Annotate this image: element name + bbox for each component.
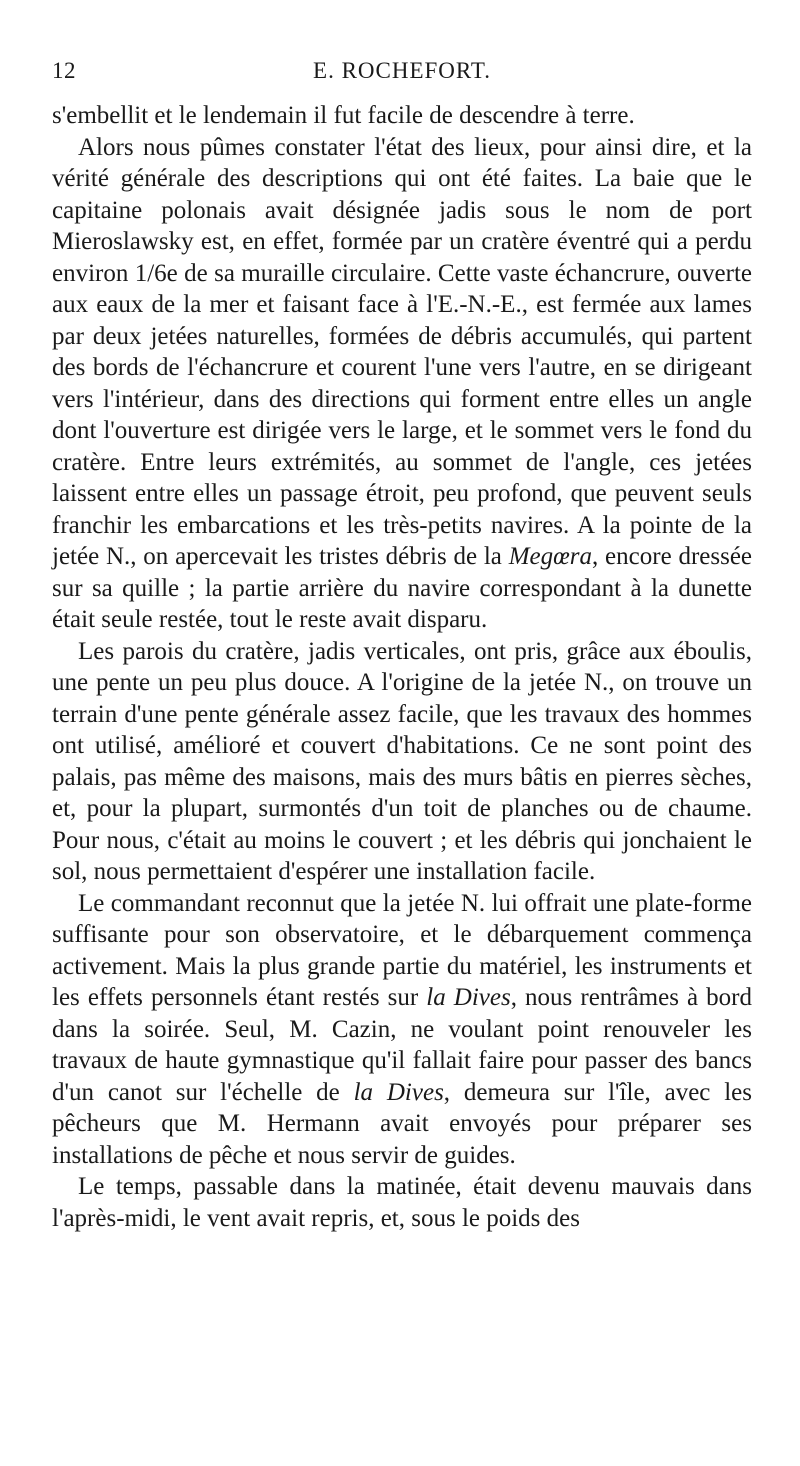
paragraph (52, 888, 752, 1172)
ship-name: la Dives (353, 1078, 444, 1106)
paragraph (52, 636, 752, 888)
paragraph-text: Le commandant reconnut que la jetée N. lui offrait une plate-forme suffisante pour son observatoire, et le débarquement commença activement. Mais la plus grande partie du matériel, les instruments et les effets personnels étant restés sur (52, 889, 752, 1011)
paragraph-text: Le temps, passable dans la matinée, était devenu mauvais dans l'après-midi, le vent avait repris, et, sous le poids des (52, 1173, 752, 1232)
page-header (52, 58, 752, 88)
paragraph-text: , nous rentrâmes à bord dans la soirée. Seul, M. Cazin, ne voulant point renouveler les travaux de haute gymnastique qu'il fallait faire pour passer des bancs d'un canot sur l'échelle de (52, 984, 752, 1106)
running-head: E. ROCHEFORT. (313, 58, 491, 83)
page-number: 12 (52, 58, 76, 83)
paragraph-text: Alors nous pûmes constater l'état des lieux, pour ainsi dire, et la vérité générale des descriptions qui ont été faites. La baie que le capitaine polonais avait désignée jadis sous le nom de port Mieroslawsky est, en effet, formée par un cratère éventré qui a perdu environ 1/6e de sa muraille circulaire. Cette vaste échancrure, ouverte aux eaux de la mer et faisant face à l'E.-N.-E., est fermée aux lames par deux jetées naturelles, formées de débris accumulés, qui partent des bords de l'échancrure et courent l'une vers l'autre, en se dirigeant vers l'intérieur, dans des directions qui forment entre elles un angle dont l'ouverture est dirigée vers le large, et le sommet vers le fond du cratère. Entre leurs extrémités, au sommet de l'angle, ces jetées laissent entre elles un passage étroit, peu profond, que peuvent seuls franchir les embarcations et les très-petits navires. A la pointe de la jetée N., on apercevait les tristes débris de la (52, 133, 752, 570)
paragraph-text: s'embellit et le lendemain il fut facile de descendre à terre. (52, 102, 635, 129)
ship-name: la Dives (426, 984, 511, 1011)
paragraph-text: , encore dressée sur sa quille ; la partie arrière du navire correspondant à la dunette était seule restée, tout le reste avait disparu. (52, 543, 753, 633)
paragraph-text: Les parois du cratère, jadis verticales, ont pris, grâce aux éboulis, une pente un peu plus douce. A l'origine de la jetée N., on trouve un terrain d'une pente générale assez facile, que les travaux des hommes ont utilisé, amélioré et couvert d'habitations. Ce ne sont point des palais, pas même des maisons, mais des murs bâtis en pierres sèches, et, pour la plupart, surmontés d'un toit de planches ou de chaume. Pour nous, c'était au moins le couvert ; et les débris qui jonchaient le sol, nous permettaient d'espérer une installation facile. (52, 637, 752, 885)
paragraph-continued (52, 100, 752, 132)
ship-name: Megœra (508, 543, 593, 570)
page-body (52, 100, 752, 1234)
paragraph-text: , demeura sur l'île, avec les pêcheurs que M. Hermann avait envoyés pour préparer ses installations de pêche et nous servir de guides. (52, 1078, 752, 1169)
paragraph (52, 1171, 752, 1234)
paragraph (52, 132, 752, 636)
